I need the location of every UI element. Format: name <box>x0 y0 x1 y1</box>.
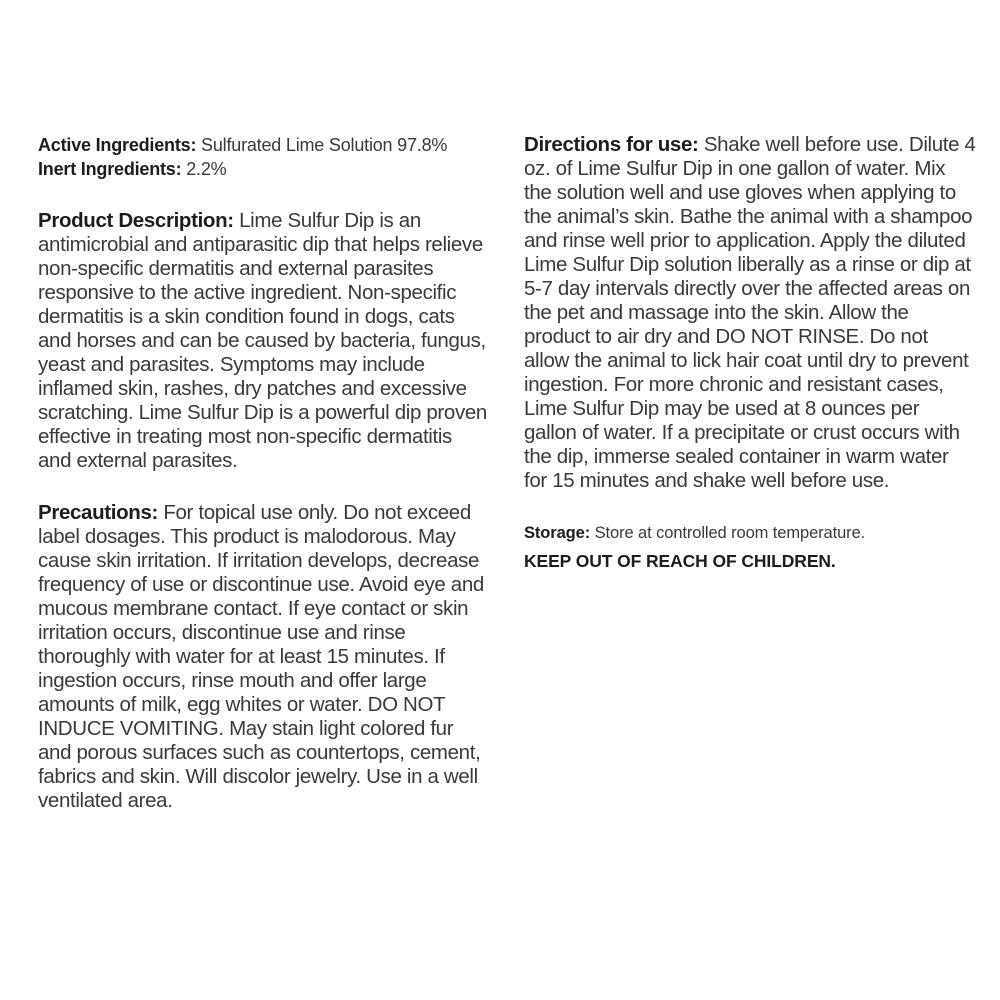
left-column <box>38 133 490 841</box>
right-column <box>524 133 976 575</box>
inert-ingredients-value: 2.2% <box>181 159 227 179</box>
active-ingredients-line <box>38 133 490 157</box>
inert-ingredients-line <box>38 157 490 181</box>
ingredients-block <box>38 133 490 181</box>
product-description-label: Product Description: <box>38 209 234 232</box>
active-ingredients-value: Sulfurated Lime Solution 97.8% <box>196 135 448 155</box>
precautions-label: Precautions: <box>38 501 158 524</box>
active-ingredients-label: Active Ingredients: <box>38 135 197 155</box>
keep-out-warning: KEEP OUT OF REACH OF CHILDREN. <box>524 551 836 571</box>
precautions-paragraph <box>38 501 490 813</box>
storage-line <box>524 519 976 547</box>
directions-paragraph <box>524 133 976 493</box>
storage-text: Store at controlled room temperature. <box>590 524 866 542</box>
directions-text: Shake well before use. Dilute 4 oz. of Lime Sulfur Dip in one gallon of water. Mix the solution well and use gloves when applying to the animal’s skin. Bathe the animal with a shampoo and rinse well prior to application. Apply the diluted Lime Sulfur Dip solution liberally as a rinse or dip at 5-7 day intervals directly over the affected areas on the pet and massage into the skin. Allow the product to air dry and DO NOT RINSE. Do not allow the animal to lick hair coat until dry to prevent ingestion. For more chronic and resistant cases, Lime Sulfur Dip may be used at 8 ounces per gallon of water. If a precipitate or crust occurs with the dip, immerse sealed container in warm water for 15 minutes and shake well before use. <box>524 133 976 492</box>
product-description-text: Lime Sulfur Dip is an antimicrobial and antiparasitic dip that helps relieve non-specific dermatitis and external parasites responsive to the active ingredient. Non-specific dermatitis is a skin condition found in dogs, cats and horses and can be caused by bacteria, fungus, yeast and parasites. Symptoms may include inflamed skin, rashes, dry patches and excessive scratching. Lime Sulfur Dip is a powerful dip proven effective in treating most non-specific dermatitis and external parasites. <box>38 209 487 472</box>
directions-label: Directions for use: <box>524 133 699 156</box>
inert-ingredients-label: Inert Ingredients: <box>38 159 182 179</box>
product-description-paragraph <box>38 209 490 473</box>
storage-label: Storage: <box>524 524 591 542</box>
precautions-text: For topical use only. Do not exceed label dosages. This product is malodorous. May cause skin irritation. If irritation develops, decrease frequency of use or discontinue use. Avoid eye and mucous membrane contact. If eye contact or skin irritation occurs, discontinue use and rinse thoroughly with water for at least 15 minutes. If ingestion occurs, rinse mouth and offer large amounts of milk, egg whites or water. DO NOT INDUCE VOMITING. May stain light colored fur and porous surfaces such as countertops, cement, fabrics and skin. Will discolor jewelry. Use in a well ventilated area. <box>38 501 484 812</box>
